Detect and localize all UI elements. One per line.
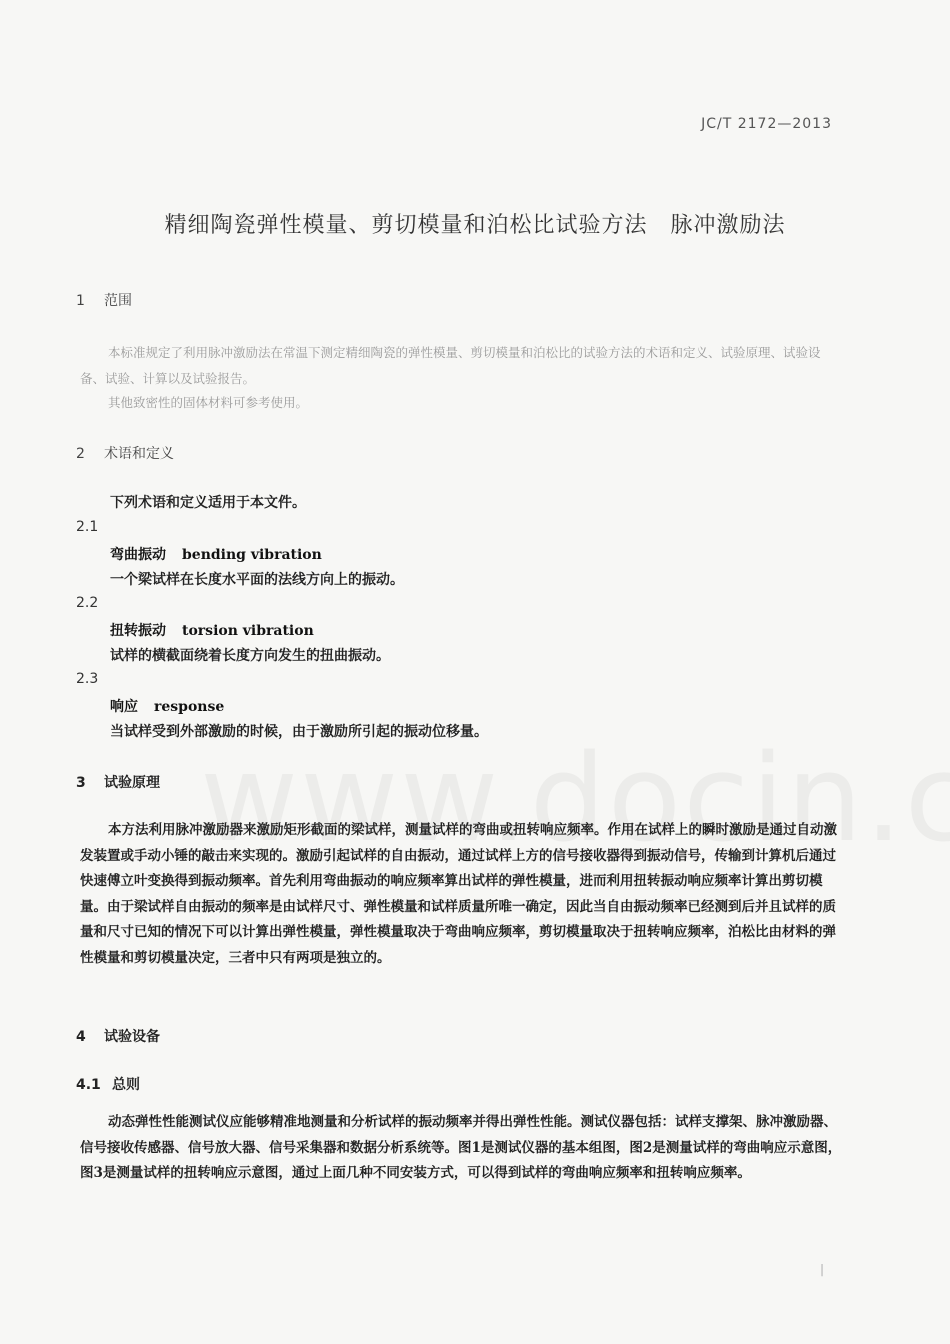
- term-chinese: 弯曲振动: [110, 547, 166, 563]
- term-chinese: 响应: [110, 699, 138, 715]
- section-title: 试验原理: [104, 775, 160, 791]
- section-title: 术语和定义: [104, 446, 174, 462]
- section-number: 1: [76, 293, 85, 309]
- section-title: 范围: [104, 293, 132, 309]
- section-1-paragraph: 本标准规定了利用脉冲激励法在常温下测定精细陶瓷的弹性模量、剪切模量和泊松比的试验方法的术语和定义、试验原理、试验设备、试验、计算以及试验报告。: [80, 345, 821, 386]
- term-heading: [110, 620, 314, 640]
- term-definition: 一个梁试样在长度水平面的法线方向上的振动。: [110, 572, 404, 588]
- term-number: 2.3: [76, 671, 99, 687]
- section-4-paragraph: 动态弹性性能测试仪应能够精准地测量和分析试样的振动频率并得出弹性性能。测试仪器包括：试样支撑架、脉冲激励器、信号接收传感器、信号放大器、信号采集器和数据分析系统等。图1是测试仪器的基本组图，图2是测量试样的弯曲响应示意图，图3是测量试样的扭转响应示意图，通过上面几种不同安装方式，可以得到试样的弯曲响应频率和扭转响应频率。: [80, 1114, 842, 1182]
- term-heading: [110, 544, 322, 564]
- section-2-heading: [76, 443, 174, 463]
- term-definition: 试样的横截面绕着长度方向发生的扭曲振动。: [110, 648, 390, 664]
- section-2-intro: 下列术语和定义适用于本文件。: [110, 495, 306, 511]
- term-english: bending vibration: [182, 547, 322, 563]
- section-3-heading: [76, 772, 160, 792]
- document-title: 精细陶瓷弹性模量、剪切模量和泊松比试验方法 脉冲激励法: [164, 213, 786, 238]
- section-number: 3: [76, 775, 86, 791]
- subsection-title: 总则: [112, 1077, 140, 1093]
- subsection-4-1-heading: [76, 1074, 140, 1094]
- section-3-paragraph: 本方法利用脉冲激励器来激励矩形截面的梁试样，测量试样的弯曲或扭转响应频率。作用在试样上的瞬时激励是通过自动激发装置或手动小锤的敲击来实现的。激励引起试样的自由振动，通过试样上方的信号接收器得到振动信号，传输到计算机后通过快速傅立叶变换得到振动频率。首先利用弯曲振动的响应频率算出试样的弹性模量，进而利用扭转振动响应频率计算出剪切模量。由于梁试样自由振动的频率是由试样尺寸、弹性模量和试样质量所唯一确定，因此当自由振动频率已经测到后并且试样的质量和尺寸已知的情况下可以计算出弹性模量，弹性模量取决于弯曲响应频率，剪切模量取决于扭转响应频率，泊松比由材料的弹性模量和剪切模量决定，三者中只有两项是独立的。: [80, 822, 837, 966]
- section-4-heading: [76, 1026, 160, 1046]
- term-chinese: 扭转振动: [110, 623, 166, 639]
- term-definition: 当试样受到外部激励的时候，由于激励所引起的振动位移量。: [110, 724, 488, 740]
- section-1-paragraph-2: 其他致密性的固体材料可参考使用。: [108, 395, 309, 410]
- section-title: 试验设备: [104, 1029, 160, 1045]
- subsection-number: 4.1: [76, 1077, 101, 1093]
- term-number: 2.2: [76, 595, 99, 611]
- section-number: 4: [76, 1029, 86, 1045]
- section-number: 2: [76, 446, 85, 462]
- term-english: response: [154, 699, 225, 715]
- term-heading: [110, 696, 224, 716]
- page-mark: |: [820, 1262, 825, 1276]
- section-1-heading: [76, 290, 132, 310]
- term-english: torsion vibration: [182, 623, 314, 639]
- term-number: 2.1: [76, 519, 99, 535]
- standard-number: JC/T 2172—2013: [701, 116, 832, 132]
